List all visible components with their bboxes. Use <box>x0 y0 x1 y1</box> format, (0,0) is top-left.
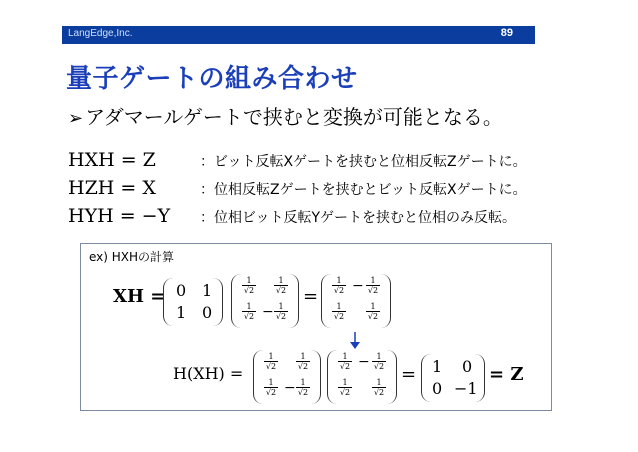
matrix-cell: $\frac{1}{√2}$ <box>339 352 351 371</box>
bullet-text: アダマールゲートで挟むと変換が可能となる。 <box>85 105 503 129</box>
hxh-label: H(XH) = <box>173 364 244 383</box>
matrix-cell: $\frac{1}{√2}$ <box>275 276 287 295</box>
matrix-cell: $\frac{1}{√2}$ <box>373 378 385 397</box>
matrix-cell: $\frac{1}{√2}$ <box>367 276 379 295</box>
z-matrix <box>421 354 485 402</box>
matrix-cell: −1 <box>454 379 478 398</box>
minus-sign: − <box>284 380 296 396</box>
matrix-cell: 0 <box>432 379 443 398</box>
matrix-cell: 1 <box>176 303 187 322</box>
matrix-cell: $\frac{1}{√2}$ <box>297 352 309 371</box>
equation-description: ：位相反転Zゲートを挟むとビット反転Xゲートに。 <box>200 182 527 198</box>
matrix-cell: $\frac{1}{√2}$ <box>243 302 255 321</box>
equation-description: ：位相ビット反転Yゲートを挟むと位相のみ反転。 <box>200 210 516 226</box>
equation-lhs: HXH = Z <box>68 149 156 171</box>
matrix-cell: 0 <box>462 357 473 376</box>
equation-row <box>68 205 516 227</box>
slide-title: 量子ゲートの組み合わせ <box>66 64 358 94</box>
bullet-point <box>68 101 503 130</box>
hadamard-matrix <box>253 350 321 404</box>
equation-row <box>68 177 527 199</box>
hadamard-matrix <box>231 274 299 328</box>
matrix-cell: $\frac{1}{√2}$ <box>333 276 345 295</box>
matrix-cell: $\frac{1}{√2}$ <box>275 302 287 321</box>
equation-lhs: HYH = −Y <box>68 205 171 227</box>
matrix-cell: 0 <box>176 281 187 300</box>
minus-sign: − <box>358 354 370 370</box>
matrix-cell: $\frac{1}{√2}$ <box>339 378 351 397</box>
matrix-cell: $\frac{1}{√2}$ <box>367 302 379 321</box>
matrix-cell: $\frac{1}{√2}$ <box>265 352 277 371</box>
matrix-cell: $\frac{1}{√2}$ <box>265 378 277 397</box>
matrix-cell: 1 <box>432 357 443 376</box>
page-number: 89 <box>500 27 513 39</box>
z-result-label: = Z <box>489 364 524 385</box>
arrow-bullet-icon: ➢ <box>68 108 84 129</box>
matrix-cell: $\frac{1}{√2}$ <box>373 352 385 371</box>
xh-result-matrix <box>327 350 397 404</box>
xh-result-matrix <box>321 274 391 328</box>
minus-sign: − <box>352 278 364 294</box>
header-bar <box>62 26 535 44</box>
arrow-down-icon <box>349 332 361 350</box>
matrix-cell: $\frac{1}{√2}$ <box>243 276 255 295</box>
company-name: LangEdge,Inc. <box>68 28 133 39</box>
xh-label: XH = <box>113 286 166 307</box>
matrix-cell: $\frac{1}{√2}$ <box>333 302 345 321</box>
matrix-cell: $\frac{1}{√2}$ <box>297 378 309 397</box>
x-matrix <box>163 278 223 326</box>
equation-row <box>68 149 527 171</box>
equals-sign: = <box>303 286 319 307</box>
matrix-cell: 1 <box>202 281 213 300</box>
matrix-cell: 0 <box>202 303 213 322</box>
equation-description: ：ビット反転Xゲートを挟むと位相反転Zゲートに。 <box>200 154 527 170</box>
equation-lhs: HZH = X <box>68 177 156 199</box>
example-box <box>80 243 552 411</box>
minus-sign: − <box>262 304 274 320</box>
equals-sign: = <box>401 364 417 385</box>
example-label: ex) HXHの計算 <box>89 250 175 264</box>
